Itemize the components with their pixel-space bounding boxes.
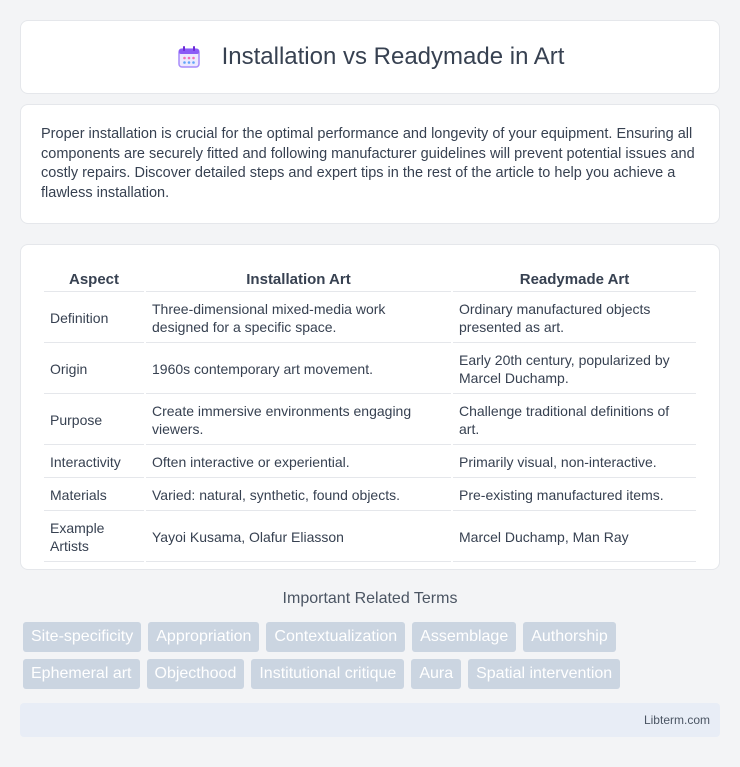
table-cell-readymade: Early 20th century, popularized by Marcel Duchamp.: [453, 345, 696, 394]
tag-objecthood[interactable]: Objecthood: [147, 659, 245, 689]
table-cell-aspect: Materials: [44, 480, 144, 511]
table-cell-aspect: Interactivity: [44, 447, 144, 478]
intro-card: [20, 104, 720, 224]
table-cell-installation: Yayoi Kusama, Olafur Eliasson: [146, 513, 451, 562]
table-row: [44, 480, 696, 511]
comparison-table-card: [20, 244, 720, 570]
footer-brand[interactable]: Libterm.com: [643, 713, 710, 727]
tag-spatial-intervention[interactable]: Spatial intervention: [468, 659, 620, 689]
tag-institutional-critique[interactable]: Institutional critique: [251, 659, 404, 689]
table-row: [44, 513, 696, 562]
table-cell-readymade: Challenge traditional definitions of art.: [453, 396, 696, 445]
table-cell-installation: Three-dimensional mixed-media work designed for a specific space.: [146, 294, 451, 343]
title-card: [20, 20, 720, 94]
header-aspect: Aspect: [44, 269, 144, 292]
intro-text: Proper installation is crucial for the optimal performance and longevity of your equipment. Ensuring all components are securely fitted and following manufacturer guidelines will prevent potential issues and costly repairs. Discover detailed steps and expert tips in the rest of the article to help you achieve a flawless installation.: [41, 126, 695, 201]
tag-contextualization[interactable]: Contextualization: [266, 622, 405, 652]
table-cell-installation: Create immersive environments engaging viewers.: [146, 396, 451, 445]
header-readymade-art: Readymade Art: [453, 269, 696, 292]
calendar-icon: [176, 44, 202, 70]
table-cell-aspect: Purpose: [44, 396, 144, 445]
table-row: [44, 294, 696, 343]
table-row: [44, 345, 696, 394]
tag-appropriation[interactable]: Appropriation: [148, 622, 259, 652]
footer: [20, 703, 720, 737]
table-row: [44, 447, 696, 478]
table-cell-installation: Varied: natural, synthetic, found objects.: [146, 480, 451, 511]
tag-assemblage[interactable]: Assemblage: [412, 622, 516, 652]
header-installation-art: Installation Art: [146, 269, 451, 292]
page-title: Installation vs Readymade in Art: [221, 43, 565, 70]
tag-site-specificity[interactable]: Site-specificity: [23, 622, 141, 652]
tag-ephemeral-art[interactable]: Ephemeral art: [23, 659, 140, 689]
table-cell-aspect: Origin: [44, 345, 144, 394]
comparison-table: [42, 267, 698, 564]
table-cell-readymade: Ordinary manufactured objects presented as art.: [453, 294, 696, 343]
table-cell-readymade: Primarily visual, non-interactive.: [453, 447, 696, 478]
table-cell-installation: 1960s contemporary art movement.: [146, 345, 451, 394]
table-cell-installation: Often interactive or experiential.: [146, 447, 451, 478]
related-terms-title: Important Related Terms: [282, 590, 458, 607]
table-cell-aspect: Definition: [44, 294, 144, 343]
related-terms-list: [23, 622, 723, 689]
tag-authorship[interactable]: Authorship: [523, 622, 616, 652]
table-cell-readymade: Pre-existing manufactured items.: [453, 480, 696, 511]
table-cell-readymade: Marcel Duchamp, Man Ray: [453, 513, 696, 562]
table-row: [44, 396, 696, 445]
tag-aura[interactable]: Aura: [411, 659, 461, 689]
table-cell-aspect: Example Artists: [44, 513, 144, 562]
table-header-row: [44, 269, 696, 292]
